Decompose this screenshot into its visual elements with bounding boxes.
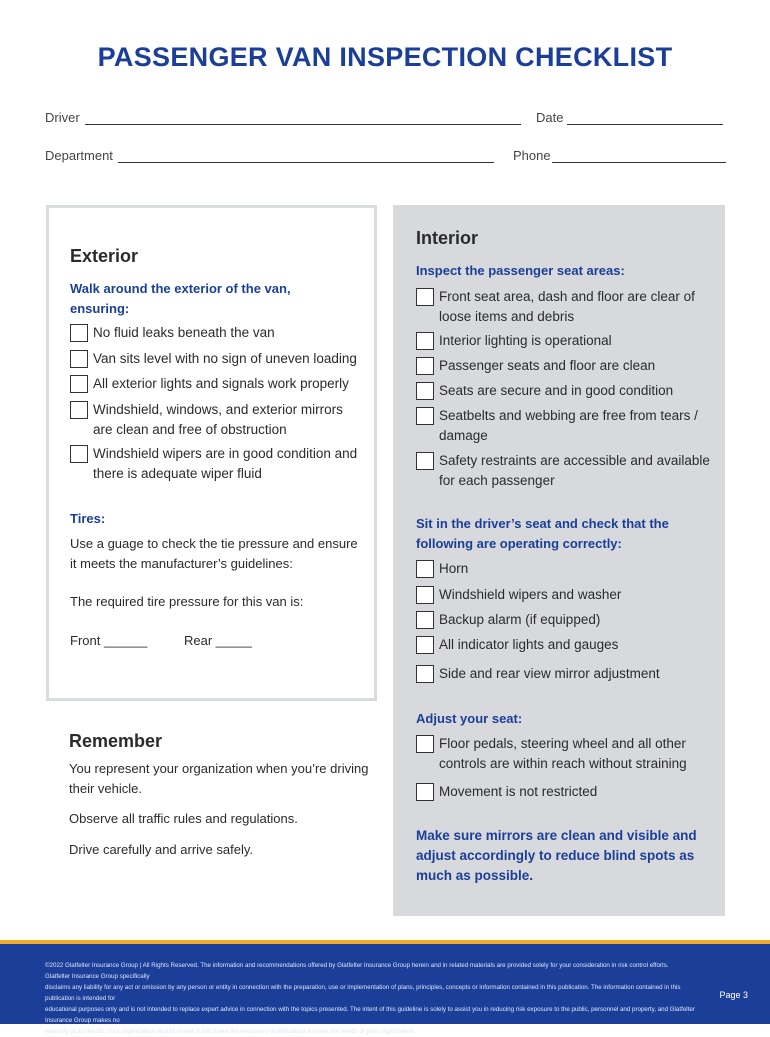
seat-item-label: Seats are secure and in good condition [439, 383, 674, 398]
checkbox[interactable] [416, 560, 434, 578]
checkbox[interactable] [416, 407, 434, 425]
checkbox[interactable] [416, 735, 434, 753]
driver-date-row [45, 110, 727, 130]
checkbox[interactable] [416, 783, 434, 801]
department-field[interactable] [118, 162, 494, 163]
footer-disclaimer: ©2022 Glatfelter Insurance Group | All Rights Reserved. The information and recommendations offered by Glatfelter Insurance Group herein and in related materials are provided solely for your consideration in risk control efforts. Glatfelter Insurance Group specifically disclaims any liability for any act or omission by any person or entity in connection with the preparation, use or implementation of plans, principles, concepts or information contained in this publication. The information contained in this publication is intended for educational purposes only and is not intended to replace expert advice in connection with the topics presented. The intent of this guideline is solely to assist you in reducing risk exposure to the public, personnel and property, and Glatfelter Insurance Group makes no warranty as to results. Your organization should review it and make the necessary modifications to meet the needs of your organization. [45, 962, 695, 1035]
adjust-item-label: Movement is not restricted [439, 784, 598, 799]
seat-item[interactable] [416, 287, 695, 326]
seat-item-label: Seatbelts and webbing are free from tears / damage [439, 408, 698, 443]
seat-item-label: Passenger seats and floor are clean [439, 358, 656, 373]
checkbox[interactable] [70, 375, 88, 393]
remember-para: You represent your organization when you’re driving their vehicle. [69, 761, 369, 796]
pressure-text: The required tire pressure for this van is: [70, 594, 304, 609]
checkbox[interactable] [70, 324, 88, 342]
driver-item-label: Windshield wipers and washer [439, 587, 622, 602]
driver-item-label: All indicator lights and gauges [439, 637, 619, 652]
interior-panel [393, 205, 725, 916]
checkbox[interactable] [416, 665, 434, 683]
checkbox[interactable] [416, 382, 434, 400]
seat-item[interactable] [416, 356, 655, 376]
remember-title: Remember [69, 731, 163, 751]
date-field[interactable] [567, 124, 723, 125]
driver-item-label: Backup alarm (if equipped) [439, 612, 601, 627]
remember-panel [46, 714, 377, 916]
driver-item-label: Side and rear view mirror adjustment [439, 666, 660, 681]
seat-heading: Inspect the passenger seat areas: [416, 263, 625, 278]
checkbox[interactable] [70, 445, 88, 463]
exterior-panel [46, 205, 377, 701]
driver-item[interactable] [416, 610, 600, 630]
driver-item[interactable] [416, 559, 468, 579]
phone-label: Phone [513, 148, 551, 163]
phone-field[interactable] [552, 162, 726, 163]
driver-field[interactable] [85, 124, 521, 125]
footer-accent-stripe [0, 940, 770, 944]
adjust-item[interactable] [416, 734, 687, 773]
mirrors-note: Make sure mirrors are clean and visible and adjust accordingly to reduce blind spots as much as possible. [416, 828, 697, 883]
exterior-title: Exterior [70, 246, 139, 266]
interior-title: Interior [416, 228, 479, 248]
seat-item-label: Front seat area, dash and floor are clear of loose items and debris [439, 289, 695, 324]
checkbox[interactable] [416, 357, 434, 375]
exterior-item-label: Windshield wipers are in good condition and there is adequate wiper fluid [93, 446, 358, 481]
department-phone-row [45, 148, 727, 168]
checkbox[interactable] [416, 586, 434, 604]
checkbox[interactable] [416, 611, 434, 629]
exterior-item[interactable] [70, 444, 357, 483]
driver-item[interactable] [416, 635, 618, 655]
adjust-heading: Adjust your seat: [416, 711, 523, 726]
exterior-item-label: No fluid leaks beneath the van [93, 325, 275, 340]
seat-item-label: Safety restraints are accessible and available for each passenger [439, 453, 710, 488]
seat-item[interactable] [416, 406, 698, 445]
date-label: Date [536, 110, 564, 125]
seat-item-label: Interior lighting is operational [439, 333, 612, 348]
seat-item[interactable] [416, 451, 710, 490]
exterior-item[interactable] [70, 323, 275, 343]
driver-heading: Sit in the driver’s seat and check that the following are operating correctly: [416, 516, 669, 551]
tires-heading: Tires: [70, 511, 106, 526]
checkbox[interactable] [70, 401, 88, 419]
exterior-intro-line: Walk around the exterior of the van, [70, 281, 291, 296]
exterior-item[interactable] [70, 349, 357, 369]
page-title: PASSENGER VAN INSPECTION CHECKLIST [97, 42, 673, 72]
remember-para: Drive carefully and arrive safely. [69, 842, 253, 857]
driver-item[interactable] [416, 585, 621, 605]
exterior-item[interactable] [70, 374, 349, 394]
footer [0, 940, 770, 1035]
checkbox[interactable] [416, 636, 434, 654]
driver-item-label: Horn [439, 561, 469, 576]
seat-item[interactable] [416, 381, 673, 401]
exterior-intro-line: ensuring: [70, 301, 130, 316]
exterior-item-label: Van sits level with no sign of uneven loading [93, 351, 357, 366]
tires-text: Use a guage to check the tie pressure and ensure it meets the manufacturer’s guidelines: [70, 536, 358, 571]
driver-label: Driver [45, 110, 80, 125]
exterior-item[interactable] [70, 400, 343, 439]
exterior-item-label: All exterior lights and signals work properly [93, 376, 349, 391]
exterior-item-label: Windshield, windows, and exterior mirrors are clean and free of obstruction [93, 402, 343, 437]
checkbox[interactable] [416, 452, 434, 470]
checkbox[interactable] [416, 288, 434, 306]
checkbox[interactable] [70, 350, 88, 368]
checkbox[interactable] [416, 332, 434, 350]
exterior-intro [70, 279, 291, 319]
seat-item[interactable] [416, 331, 612, 351]
remember-para: Observe all traffic rules and regulations. [69, 811, 298, 826]
page-number: Page 3 [719, 990, 748, 1000]
department-label: Department [45, 148, 113, 163]
adjust-item-label: Floor pedals, steering wheel and all other controls are within reach without straining [439, 736, 687, 771]
driver-item[interactable] [416, 664, 660, 684]
rear-pressure-field[interactable]: Rear _____ [184, 633, 252, 648]
front-pressure-field[interactable]: Front ______ [70, 633, 148, 648]
adjust-item[interactable] [416, 782, 597, 802]
